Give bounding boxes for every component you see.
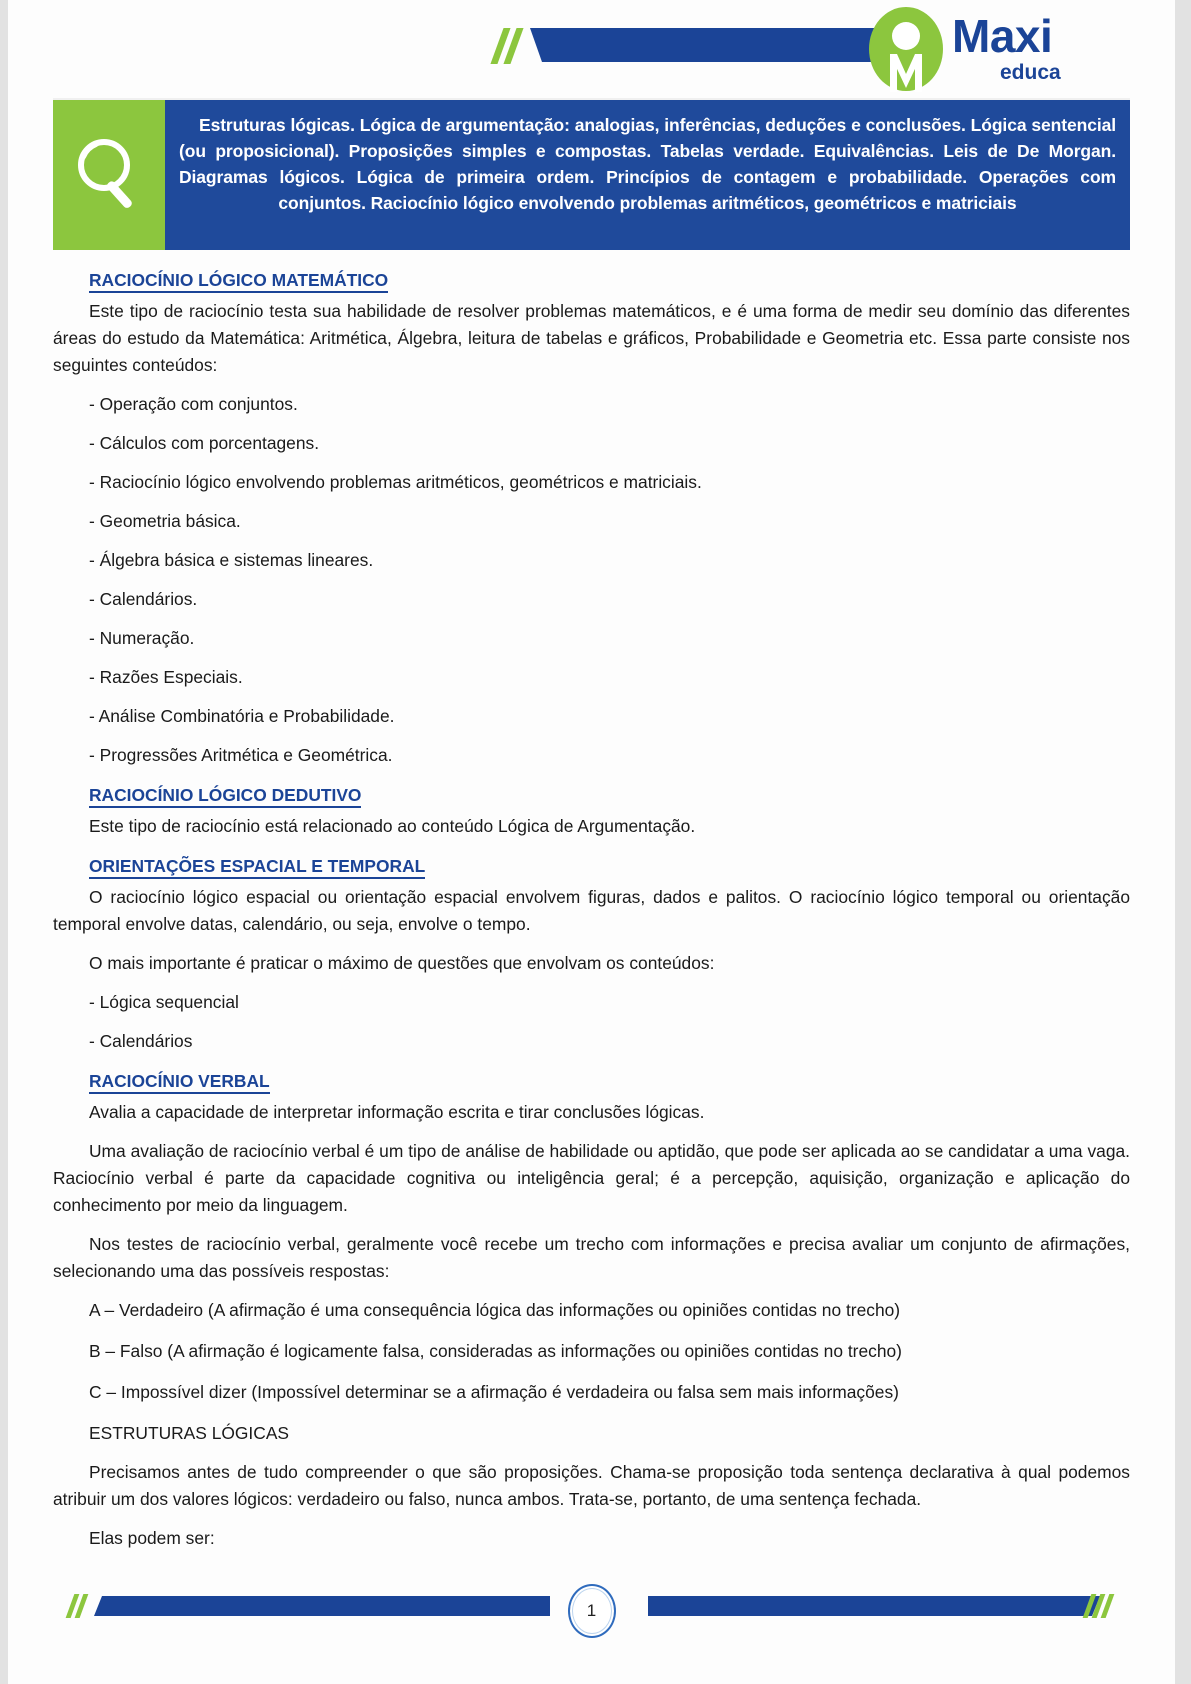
list-item: - Álgebra básica e sistemas lineares. xyxy=(89,550,374,570)
page-footer xyxy=(8,1578,1175,1638)
header-blue-bar xyxy=(530,28,920,62)
list-item: - Análise Combinatória e Probabilidade. xyxy=(89,706,395,726)
section-heading-raciocinio-logico-matematico: RACIOCÍNIO LÓGICO MATEMÁTICO xyxy=(53,266,1130,294)
topic-banner xyxy=(53,98,1130,250)
list-item: - Lógica sequencial xyxy=(89,992,239,1012)
list-item: - Razões Especiais. xyxy=(89,667,243,687)
slashes-decoration-icon xyxy=(495,28,535,62)
list-item: - Raciocínio lógico envolvendo problemas aritméticos, geométricos e matriciais. xyxy=(89,472,702,492)
paragraph-verbal-3: Nos testes de raciocínio verbal, geralmente você recebe um trecho com informações e precisa avaliar um conjunto de afirmações, selecionando uma das possíveis respostas: xyxy=(53,1234,1130,1281)
list-item: - Calendários. xyxy=(89,589,198,609)
paragraph-dedutivo: Este tipo de raciocínio está relacionado ao conteúdo Lógica de Argumentação. xyxy=(89,816,696,836)
list-item: - Numeração. xyxy=(89,628,195,648)
answer-option-c: C – Impossível dizer (Impossível determinar se a afirmação é verdadeira ou falsa sem mais informações) xyxy=(89,1382,899,1402)
footer-slashes-left-icon xyxy=(70,1594,96,1616)
paragraph-verbal-2: Uma avaliação de raciocínio verbal é um tipo de análise de habilidade ou aptidão, que pode ser aplicada ao se candidatar a uma vaga. Raciocínio verbal é parte da capacidade cognitiva ou inteligência geral; é a percepção, aquisição, organização e aplicação do conhecimento por meio da linguagem. xyxy=(53,1141,1130,1215)
paragraph-intro-matematico: Este tipo de raciocínio testa sua habilidade de resolver problemas matemáticos, e é uma forma de medir seu domínio das diferentes áreas do estudo da Matemática: Aritmética, Álgebra, leitura de tabelas e gráficos, Probabilidade e Geometria etc. Essa parte consiste nos seguintes conteúdos: xyxy=(53,301,1130,375)
section-heading-raciocinio-logico-dedutivo: RACIOCÍNIO LÓGICO DEDUTIVO xyxy=(53,781,1130,809)
section-heading-orientacoes-espacial-e-temporal: ORIENTAÇÕES ESPACIAL E TEMPORAL xyxy=(53,852,1130,880)
document-body xyxy=(8,250,1175,1552)
subheading-estruturas-logicas: ESTRUTURAS LÓGICAS xyxy=(89,1423,290,1443)
section-heading-raciocinio-verbal: RACIOCÍNIO VERBAL xyxy=(53,1067,1130,1095)
page-number-badge: 1 xyxy=(568,1584,616,1638)
logo-subtitle: educa xyxy=(1000,61,1061,84)
paragraph-verbal-1: Avalia a capacidade de interpretar informação escrita e tirar conclusões lógicas. xyxy=(89,1102,705,1122)
logo-wordmark: Maxi xyxy=(952,10,1053,62)
answer-option-a: A – Verdadeiro (A afirmação é uma consequência lógica das informações ou opiniões contidas no trecho) xyxy=(89,1300,901,1320)
document-page xyxy=(8,0,1175,1684)
paragraph-estruturas-1: Precisamos antes de tudo compreender o que são proposições. Chama-se proposição toda sentença declarativa à qual podemos atribuir um dos valores lógicos: verdadeiro ou falso, nunca ambos. Trata-se, portanto, de uma sentença fechada. xyxy=(53,1462,1130,1509)
footer-bar-right xyxy=(648,1596,1100,1616)
answer-option-b: B – Falso (A afirmação é logicamente falsa, consideradas as informações ou opiniões contidas no trecho) xyxy=(89,1341,902,1361)
maxi-educa-logo xyxy=(868,6,1088,92)
logo-person-icon xyxy=(868,6,944,92)
magnifier-icon xyxy=(72,133,146,218)
banner-icon-container xyxy=(53,100,165,250)
banner-title-text: Estruturas lógicas. Lógica de argumentação: analogias, inferências, deduções e conclusões. Lógica sentencial (ou proposicional). Proposições simples e compostas. Tabelas verdade. Equivalências. Leis de De Morgan. Diagramas lógicos. Lógica de primeira ordem. Princípios de contagem e probabilidade. Operações com conjuntos. Raciocínio lógico envolvendo problemas aritméticos, geométricos e matriciais xyxy=(179,115,1116,213)
list-item: - Progressões Aritmética e Geométrica. xyxy=(89,745,393,765)
paragraph-estruturas-2: Elas podem ser: xyxy=(89,1528,215,1548)
list-item: - Calendários xyxy=(89,1031,193,1051)
page-header xyxy=(8,0,1175,98)
paragraph-orientacoes-2: O mais importante é praticar o máximo de questões que envolvam os conteúdos: xyxy=(89,953,715,973)
list-item: - Operação com conjuntos. xyxy=(89,394,298,414)
list-item: - Cálculos com porcentagens. xyxy=(89,433,320,453)
footer-slashes-right-icon xyxy=(1087,1594,1121,1616)
list-item: - Geometria básica. xyxy=(89,511,241,531)
paragraph-orientacoes-1: O raciocínio lógico espacial ou orientação espacial envolvem figuras, dados e palitos. O raciocínio lógico temporal ou orientação temporal envolve datas, calendário, ou seja, envolve o tempo. xyxy=(53,887,1130,934)
page-edge-shadow xyxy=(1175,0,1191,1684)
footer-bar-left xyxy=(94,1596,550,1616)
